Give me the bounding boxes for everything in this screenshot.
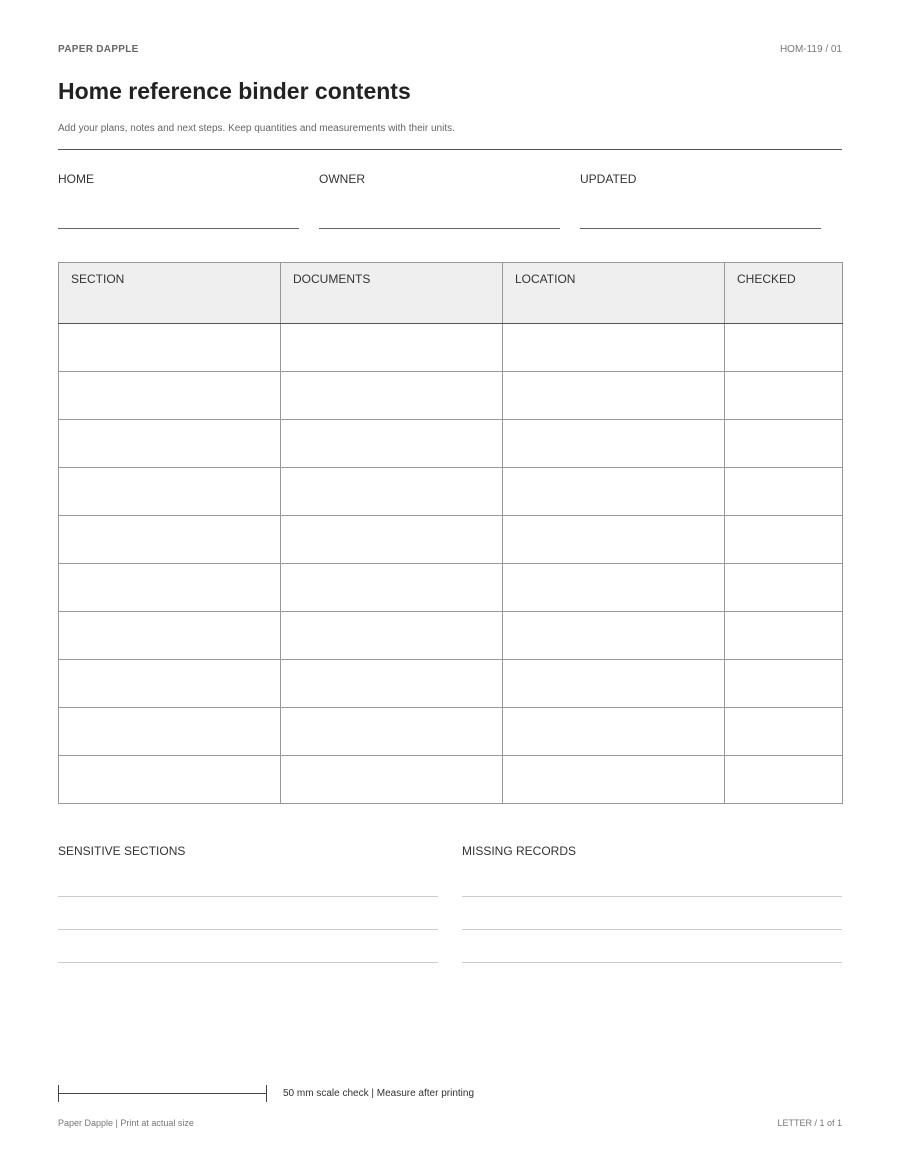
- documents-cell[interactable]: [281, 372, 503, 420]
- table-row: [59, 516, 843, 564]
- missing-records-box: [462, 844, 842, 858]
- section-cell[interactable]: [59, 756, 281, 804]
- location-cell[interactable]: [503, 708, 725, 756]
- section-cell[interactable]: [59, 468, 281, 516]
- scale-tick-end: [266, 1085, 267, 1102]
- sensitive-sections-box: [58, 844, 438, 858]
- table-row: [59, 564, 843, 612]
- table-row: [59, 756, 843, 804]
- table-row: [59, 708, 843, 756]
- documents-cell[interactable]: [281, 612, 503, 660]
- sensitive-write-line[interactable]: [58, 896, 438, 897]
- section-cell[interactable]: [59, 708, 281, 756]
- header-divider: [58, 149, 842, 150]
- page-subtitle: Add your plans, notes and next steps. Keep quantities and measurements with their units.: [58, 123, 455, 134]
- section-cell[interactable]: [59, 516, 281, 564]
- footer-left-text: Paper Dapple | Print at actual size: [58, 1118, 194, 1128]
- documents-cell[interactable]: [281, 324, 503, 372]
- updated-field[interactable]: [580, 172, 821, 186]
- checked-cell[interactable]: [725, 756, 843, 804]
- scale-check-text: 50 mm scale check | Measure after printing: [283, 1088, 475, 1099]
- page-indicator: LETTER / 1 of 1: [777, 1118, 842, 1128]
- updated-write-line[interactable]: [580, 228, 821, 229]
- checked-cell[interactable]: [725, 420, 843, 468]
- binder-contents-table: [58, 262, 843, 804]
- scale-line: [58, 1093, 267, 1094]
- section-cell[interactable]: [59, 660, 281, 708]
- table-row: [59, 372, 843, 420]
- column-header-documents: DOCUMENTS: [281, 263, 503, 324]
- owner-label: OWNER: [319, 172, 365, 186]
- column-header-location: LOCATION: [503, 263, 725, 324]
- checked-cell[interactable]: [725, 660, 843, 708]
- location-cell[interactable]: [503, 324, 725, 372]
- checked-cell[interactable]: [725, 516, 843, 564]
- updated-label: UPDATED: [580, 172, 637, 186]
- documents-cell[interactable]: [281, 564, 503, 612]
- home-label: HOME: [58, 172, 94, 186]
- documents-cell[interactable]: [281, 660, 503, 708]
- location-cell[interactable]: [503, 468, 725, 516]
- home-field[interactable]: [58, 172, 299, 186]
- checked-cell[interactable]: [725, 324, 843, 372]
- checked-cell[interactable]: [725, 708, 843, 756]
- column-header-checked: CHECKED: [725, 263, 843, 324]
- missing-write-line[interactable]: [462, 962, 842, 963]
- table-header-row: [59, 263, 843, 324]
- owner-write-line[interactable]: [319, 228, 560, 229]
- missing-write-line[interactable]: [462, 929, 842, 930]
- table-row: [59, 468, 843, 516]
- owner-field[interactable]: [319, 172, 560, 186]
- missing-write-line[interactable]: [462, 896, 842, 897]
- table-row: [59, 612, 843, 660]
- location-cell[interactable]: [503, 420, 725, 468]
- table-row: [59, 660, 843, 708]
- section-cell[interactable]: [59, 372, 281, 420]
- sensitive-write-line[interactable]: [58, 962, 438, 963]
- scale-check-bar: [58, 1085, 267, 1103]
- section-cell[interactable]: [59, 612, 281, 660]
- documents-cell[interactable]: [281, 468, 503, 516]
- section-cell[interactable]: [59, 420, 281, 468]
- location-cell[interactable]: [503, 516, 725, 564]
- documents-cell[interactable]: [281, 420, 503, 468]
- checked-cell[interactable]: [725, 612, 843, 660]
- location-cell[interactable]: [503, 372, 725, 420]
- home-write-line[interactable]: [58, 228, 299, 229]
- location-cell[interactable]: [503, 564, 725, 612]
- section-cell[interactable]: [59, 324, 281, 372]
- checked-cell[interactable]: [725, 372, 843, 420]
- checked-cell[interactable]: [725, 564, 843, 612]
- table-row: [59, 324, 843, 372]
- documents-cell[interactable]: [281, 756, 503, 804]
- documents-cell[interactable]: [281, 516, 503, 564]
- location-cell[interactable]: [503, 756, 725, 804]
- documents-cell[interactable]: [281, 708, 503, 756]
- sensitive-sections-label: SENSITIVE SECTIONS: [58, 844, 186, 858]
- page-title: Home reference binder contents: [58, 78, 411, 104]
- form-code: HOM-119 / 01: [779, 44, 842, 55]
- missing-records-label: MISSING RECORDS: [462, 844, 577, 858]
- location-cell[interactable]: [503, 660, 725, 708]
- section-cell[interactable]: [59, 564, 281, 612]
- column-header-section: SECTION: [59, 263, 281, 324]
- brand-name: PAPER DAPPLE: [58, 44, 139, 55]
- sensitive-write-line[interactable]: [58, 929, 438, 930]
- table-row: [59, 420, 843, 468]
- checked-cell[interactable]: [725, 468, 843, 516]
- location-cell[interactable]: [503, 612, 725, 660]
